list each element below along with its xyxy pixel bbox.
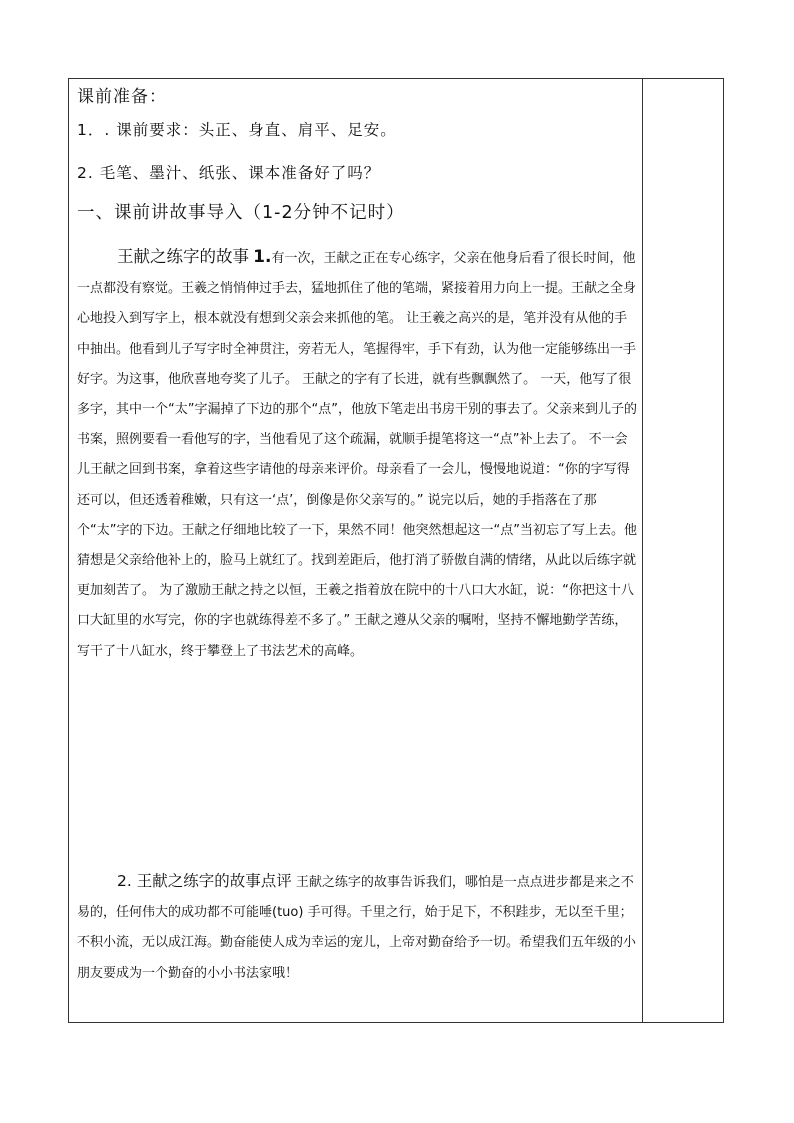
story-number: 1. [253,247,272,267]
lesson-plan-table [68,78,724,1023]
requirement-2: 2. 毛笔、墨汁、纸张、课本准备好了吗？ [77,164,381,182]
story-title: 王献之练字的故事 [117,247,249,266]
column-divider [642,79,643,1022]
section-1-heading: 一、课前讲故事导入（1-2分钟不记时） [77,203,405,223]
story-text: 有一次，王献之正在专心练字，父亲在他身后看了很长时间，他一点都没有察觉。王羲之悄悄伸过手去，猛地抓住了他的笔端，紧接着用力向上一提。王献之全身心地投入到写字上，根本就没有想到父亲会来抓他的笔。 让王羲之高兴的是，笔并没有从他的手中抽出。他看到儿子写字时全神贯注，旁若无人，笔握得牢，手下有劲，认为他一定能够练出一手好字。为这事，他欣喜地夸奖了儿子。 王献之的字有了长进，就有些飘飘然了。 一天，他写了很多字，其中一个“太”字漏掉了下边的那个“点”，他放下笔走出书房干别的事去了。父亲来到儿子的书案，照例要看一看他写的字，当他看见了这个疏漏，就顺手提笔将这一“点”补上去了。 不一会儿王献之回到书案，拿着这些字请他的母亲来评价。母亲看了一会儿，慢慢地说道：“你的字写得还可以，但还透着稚嫩，只有这一‘点’，倒像是你父亲写的。” 说完以后，她的手指落在了那个“太”字的下边。王献之仔细地比较了一下，果然不同！他突然想起这一“点”当初忘了写上去。他猜想是父亲给他补上的，脸马上就红了。找到差距后，他打消了骄傲自满的情绪，从此以后练字就更加刻苦了。 为了激励王献之持之以恒，王羲之指着放在院中的十八口大水缸，说：“你把这十八口大缸里的水写完，你的字也就练得差不多了。” 王献之遵从父亲的嘱咐，坚持不懈地勤学苦练，写干了十八缸水，终于攀登上了书法艺术的高峰。 [77,251,637,659]
review-paragraph [77,866,637,989]
review-title: 2. 王献之练字的故事点评 [117,872,292,890]
preparation-title: 课前准备： [77,87,167,107]
review-text: 王献之练字的故事告诉我们，哪怕是一点点进步都是来之不易的，任何伟大的成功都不可能唾(tuo) 手可得。千里之行，始于足下，不积跬步，无以至千里；不积小流，无以成江海。勤奋能使人成为幸运的宠儿，上帝对勤奋给予一切。希望我们五年级的小朋友要成为一个勤奋的小小书法家哦！ [77,875,637,981]
story-paragraph [77,242,637,667]
requirement-1: 1．. 课前要求：头正、身直、肩平、足安。 [77,121,397,139]
